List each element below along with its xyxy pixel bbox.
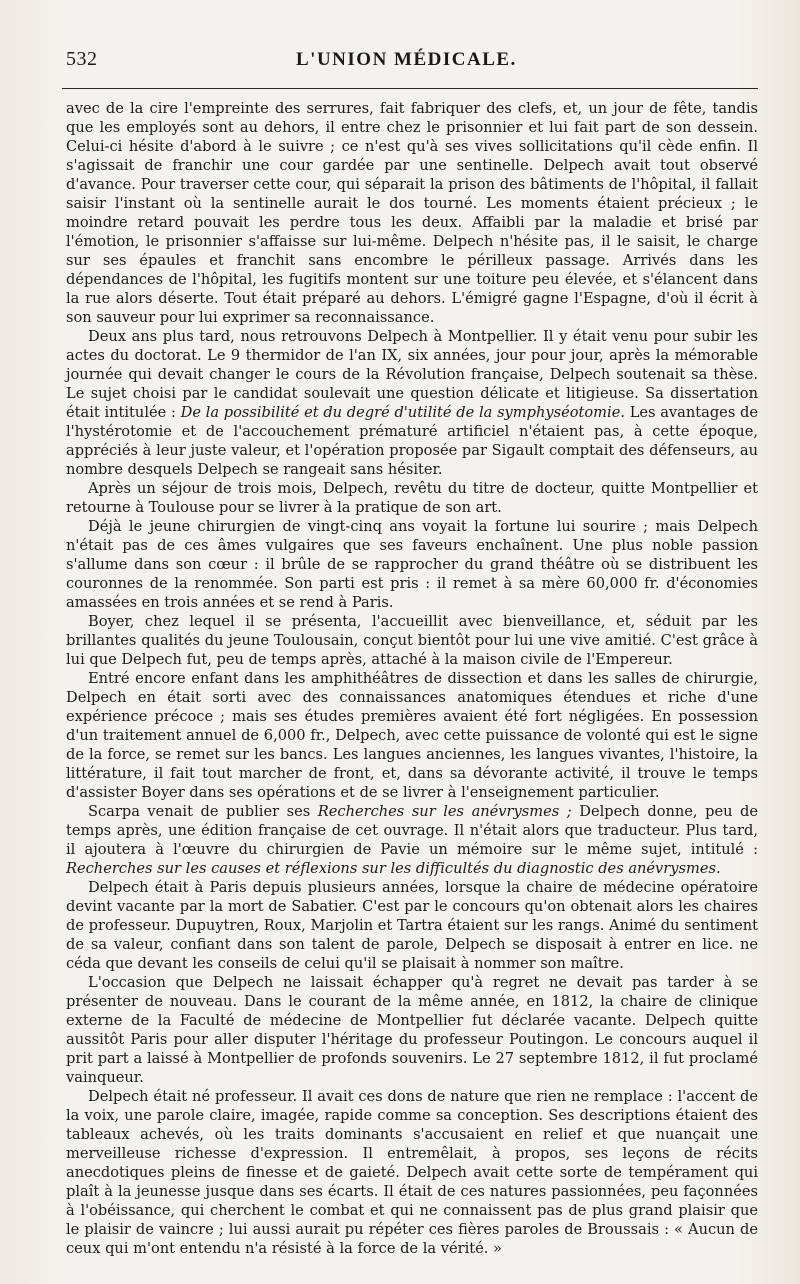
paragraph bbox=[66, 479, 758, 517]
running-title: L'UNION MÉDICALE. bbox=[296, 49, 517, 70]
text-run: Boyer, chez lequel il se présenta, l'accueillit avec bienveillance, et, séduit par les brillantes qualités du jeune Toulousain, conçut bientôt pour lui une vive amitié. C'est grâce à lui que Delpech fut, peu de temps après, attaché à la maison civile de l'Empereur. bbox=[66, 613, 758, 668]
text-run: avec de la cire l'empreinte des serrures, fait fabriquer des clefs, et, un jour de fête, tandis que les employés sont au dehors, il entre chez le prisonnier et lui fait part de son dessein. Celui-ci hésite d'abord à le suivre ; ce n'est qu'à ses vives sollicitations qu'il cède enfin. Il s'agissait de franchir une cour gardée par une sentinelle. Delpech avait tout observé d'avance. Pour traverser cette cour, qui séparait la prison des bâtiments de l'hôpital, il fallait saisir l'instant où la sentinelle aurait le dos tourné. Les moments étaient précieux ; le moindre retard pouvait les perdre tous les deux. Affaibli par la maladie et brisé par l'émotion, le prisonnier s'affaisse sur lui-même. Delpech n'hésite pas, il le saisit, le charge sur ses épaules et franchit sans encombre le périlleux passage. Arrivés dans les dépendances de l'hôpital, les fugitifs montent sur une toiture peu élevée, et s'élancent dans la rue alors déserte. Tout était préparé au dehors. L'émigré gagne l'Espagne, d'où il écrit à son sauveur pour lui exprimer sa reconnaissance. bbox=[66, 100, 758, 326]
paragraph bbox=[66, 1087, 758, 1258]
text-run: Après un séjour de trois mois, Delpech, revêtu du titre de docteur, quitte Montpellier et retourne à Toulouse pour se livrer à la pratique de son art. bbox=[66, 480, 758, 516]
italic-title: Recherches sur les causes et réflexions sur les difficultés du diagnostic des anévrysmes. bbox=[66, 860, 721, 877]
text-run: L'occasion que Delpech ne laissait échapper qu'à regret ne devait pas tarder à se présenter de nouveau. Dans le courant de la même année, en 1812, la chaire de clinique externe de la Faculté de médecine de Montpellier fut déclarée vacante. Delpech quitte aussitôt Paris pour aller disputer l'héritage du professeur Poutingon. Le concours auquel il prit part a laissé à Montpellier de profonds souvenirs. Le 27 septembre 1812, il fut proclamé vainqueur. bbox=[66, 974, 758, 1086]
paragraph bbox=[66, 973, 758, 1087]
paragraph bbox=[66, 327, 758, 479]
paragraph bbox=[66, 802, 758, 878]
text-run: Déjà le jeune chirurgien de vingt-cinq ans voyait la fortune lui sourire ; mais Delpech n'était pas de ces âmes vulgaires que ses faveurs enchaînent. Une plus noble passion s'allume dans son cœur : il brûle de se rapprocher du grand théâtre où se distribuent les couronnes de la renommée. Son parti est pris : il remet à sa mère 60,000 fr. d'économies amassées en trois années et se rend à Paris. bbox=[66, 518, 758, 611]
paragraph bbox=[66, 517, 758, 612]
page-header bbox=[66, 48, 758, 76]
text-run: Scarpa venait de publier ses bbox=[88, 803, 318, 820]
italic-title: Recherches sur les anévrysmes ; bbox=[317, 803, 572, 820]
text-run: Deux ans plus tard, nous retrouvons Delpech à Montpellier. Il y était venu pour subir les actes du doctorat. Le 9 thermidor de l'an IX, six années, jour pour jour, après la mémorable journée qui devait changer le cours de la Révolution française, Delpech soutenait sa thèse. Le sujet choisi par le candidat soulevait une question délicate et litigieuse. Sa dissertation était intitulée : bbox=[66, 328, 758, 421]
paragraph bbox=[66, 612, 758, 669]
text-run: Entré encore enfant dans les amphithéâtres de dissection et dans les salles de chirurgie, Delpech en était sorti avec des connaissances anatomiques étendues et riche d'une expérience précoce ; mais ses études premières avaient été fort négligées. En possession d'un traitement annuel de 6,000 fr., Delpech, avec cette puissance de volonté qui est le signe de la force, se remet sur les bancs. Les langues anciennes, les langues vivantes, l'histoire, la littérature, il fait tout marcher de front, et, dans sa dévorante activité, il trouve le temps d'assister Boyer dans ses opérations et de se livrer à l'enseignement particulier. bbox=[66, 670, 758, 801]
body-text bbox=[66, 99, 758, 1258]
text-run: Delpech était né professeur. Il avait ces dons de nature que rien ne remplace : l'accent de la voix, une parole claire, imagée, rapide comme sa conception. Ses descriptions étaient des tableaux achevés, où les traits dominants s'accusaient en relief et que nuançait une merveilleuse richesse d'expression. Il entremêlait, à propos, ses leçons de récits anecdotiques pleins de finesse et de gaieté. Delpech avait cette sorte de tempérament qui plaît à la jeunesse jusque dans ses écarts. Il était de ces natures passionnées, peu façonnées à l'obéissance, qui cherchent le combat et qui ne connaissent pas de plus grand plaisir que le plaisir de vaincre ; lui aussi aurait pu répéter ces fières paroles de Broussais : « Aucun de ceux qui m'ont entendu n'a résisté à la force de la vérité. » bbox=[66, 1088, 758, 1257]
header-rule bbox=[62, 88, 758, 89]
paragraph bbox=[66, 99, 758, 327]
page-number: 532 bbox=[66, 48, 98, 70]
italic-title: De la possibilité et du degré d'utilité de la symphyséotomie. bbox=[180, 404, 625, 421]
text-run: Delpech donne, peu de temps après, une édition française de cet ouvrage. Il n'était alors que traducteur. Plus tard, il ajoutera à l'œuvre du chirurgien de Pavie un mémoire sur le même sujet, intitulé : bbox=[66, 803, 759, 858]
text-run: Delpech était à Paris depuis plusieurs années, lorsque la chaire de médecine opératoire devint vacante par la mort de Sabatier. C'est par le concours qu'on obtenait alors les chaires de professeur. Dupuytren, Roux, Marjolin et Tartra étaient sur les rangs. Animé du sentiment de sa valeur, confiant dans son talent de parole, Delpech se disposait à entrer en lice. ne céda que devant les conseils de celui qu'il se plaisait à nommer son maître. bbox=[66, 879, 758, 972]
text-run: Les avantages de l'hystérotomie et de l'accouchement prématuré artificiel n'étaient pas, à cette époque, appréciés à leur juste valeur, et l'opération proposée par Sigault comptait des défenseurs, au nombre desquels Delpech se rangeait sans hésiter. bbox=[66, 404, 758, 478]
paragraph bbox=[66, 878, 758, 973]
paragraph bbox=[66, 669, 758, 802]
